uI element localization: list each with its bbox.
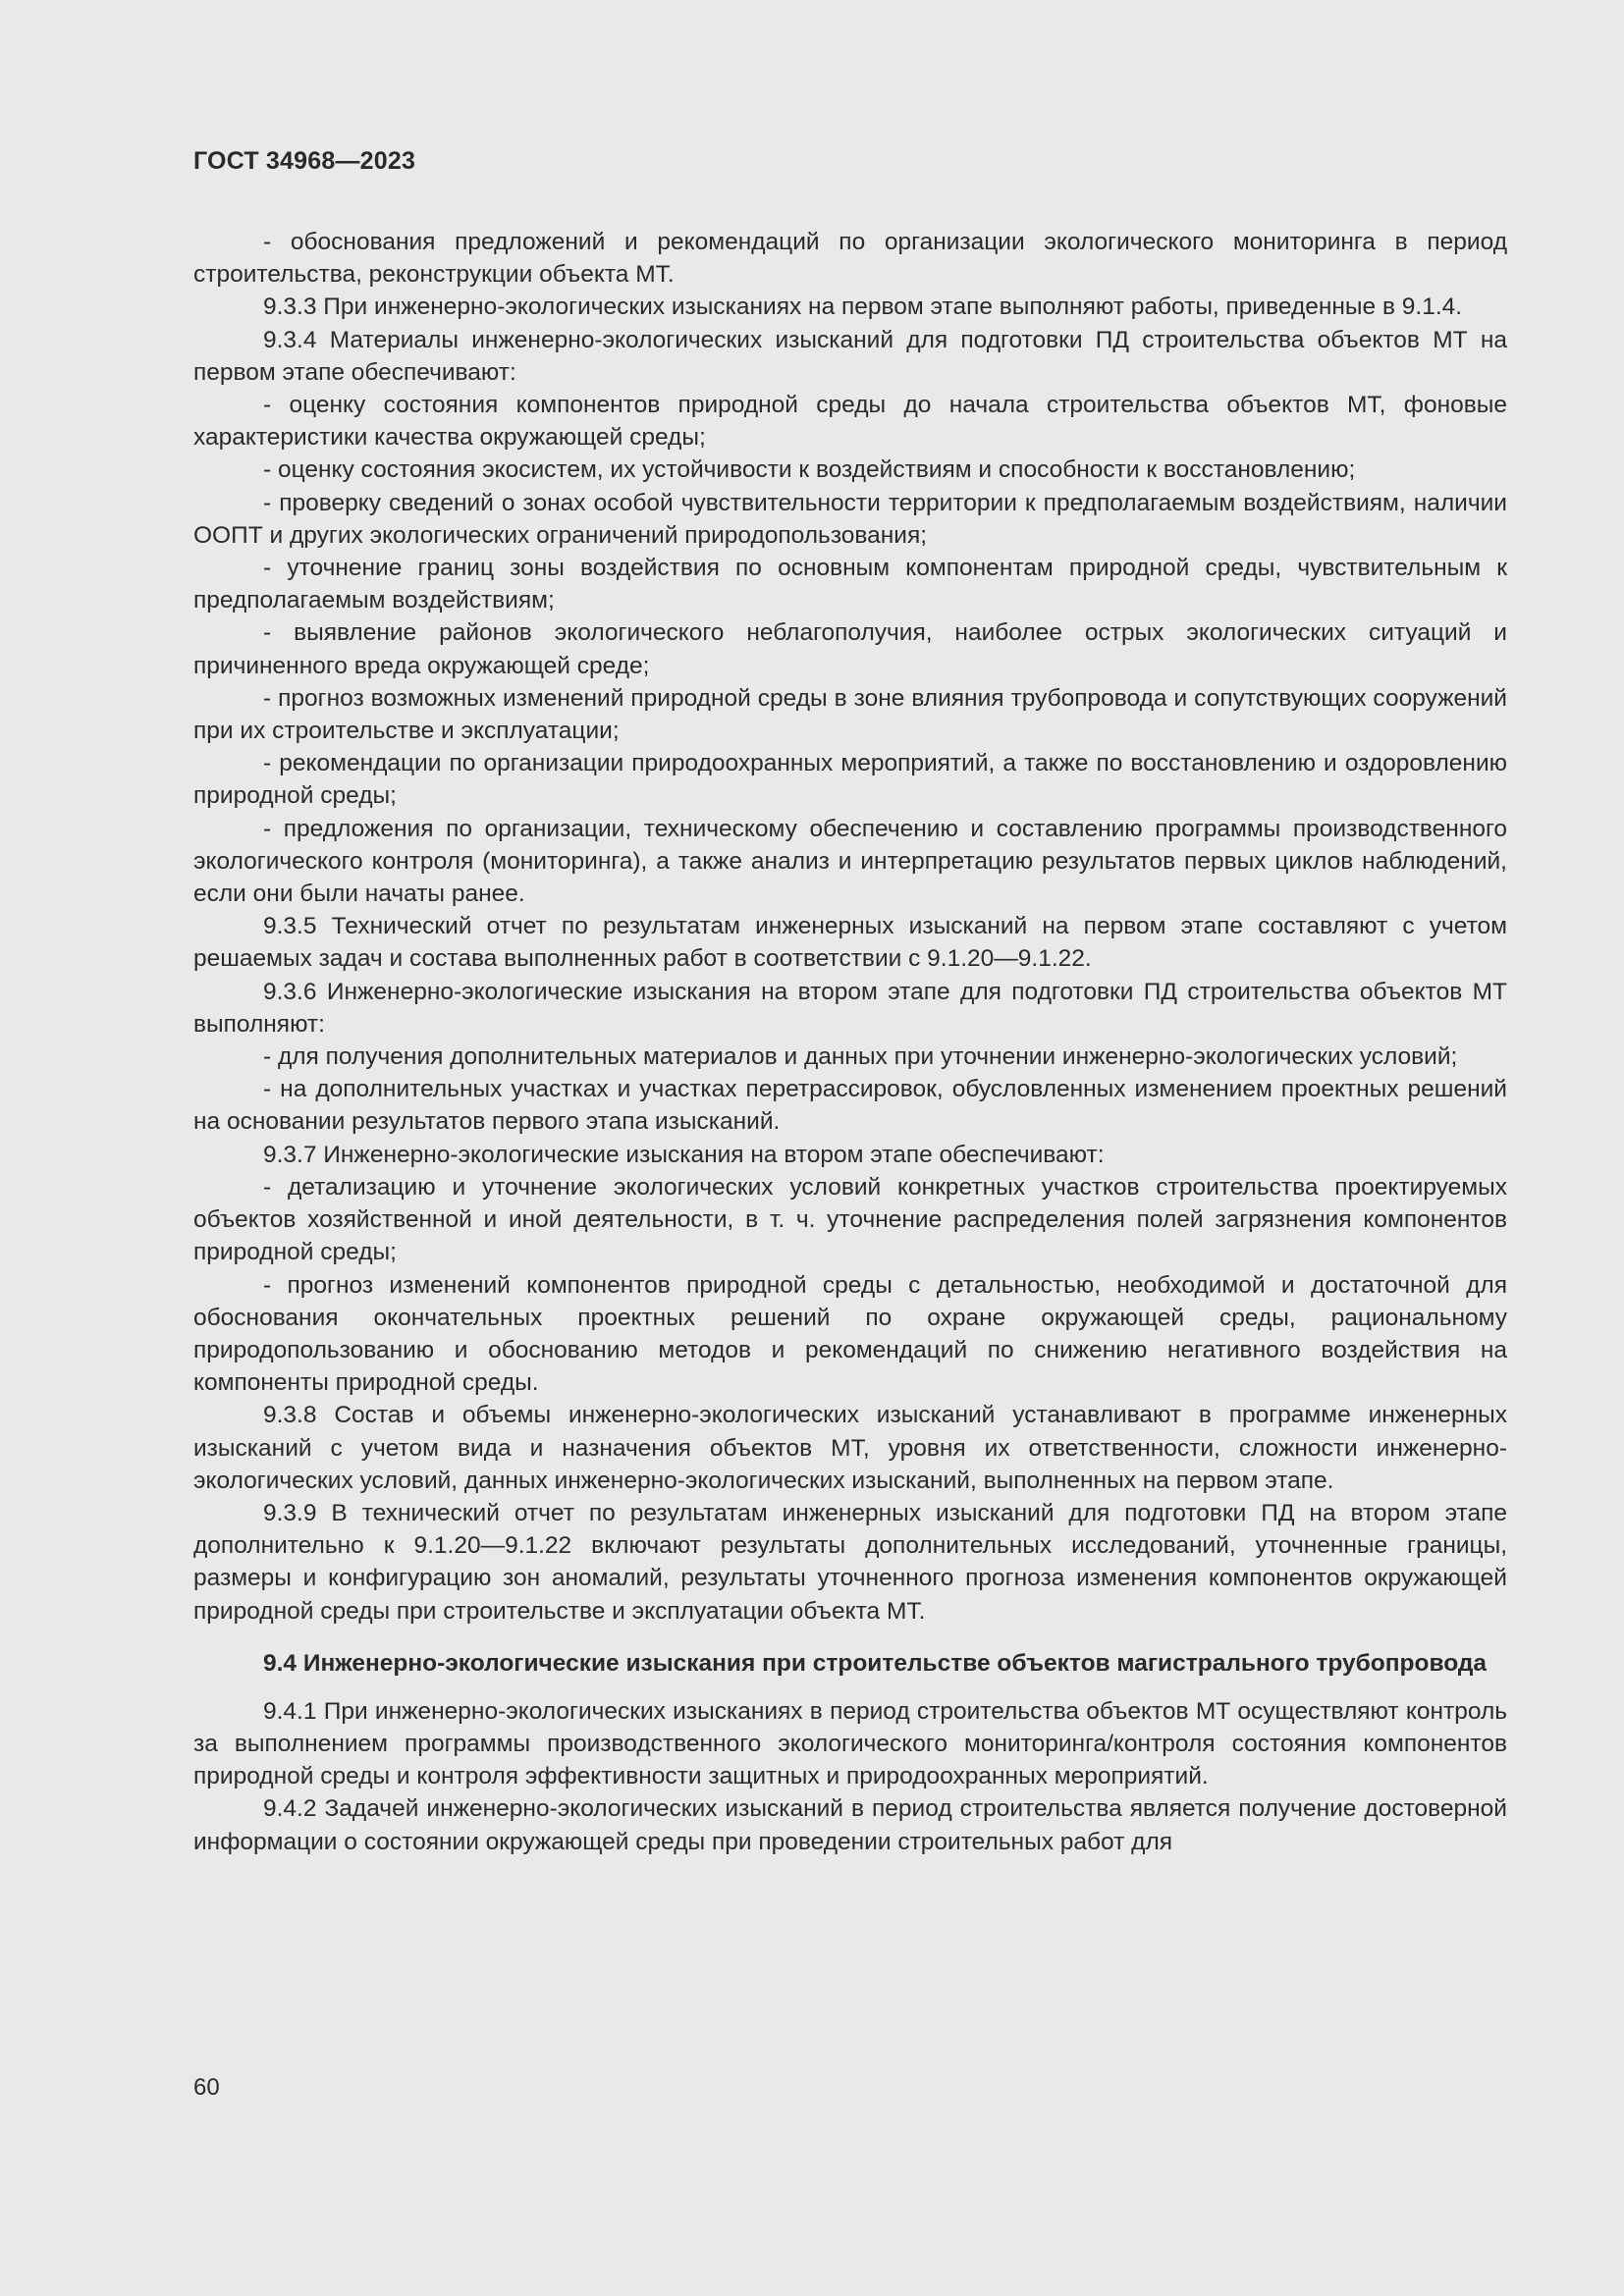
paragraph: 9.3.3 При инженерно-экологических изысканиях на первом этапе выполняют работы, приведенные в 9.1.4. <box>263 294 1463 321</box>
paragraph: - для получения дополнительных материалов и данных при уточнении инженерно-экологических условий; <box>263 1043 1458 1071</box>
paragraph: - оценку состояния компонентов природной среды до начала строительства объектов МТ, фоновые характеристики качества окружающей среды; <box>193 392 1507 452</box>
paragraph: 9.4.1 При инженерно-экологических изысканиях в период строительства объектов МТ осуществляют контроль за выполнением программы производственного экологического мониторинга/контроля состояния компонентов природной среды и контроля эффективности защитных и природоохранных мероприятий. <box>193 1697 1507 1790</box>
paragraph: 9.3.5 Технический отчет по результатам инженерных изысканий на первом этапе составляют с учетом решаемых задач и состава выполненных работ в соответствии с 9.1.20—9.1.22. <box>193 913 1507 973</box>
paragraph: - на дополнительных участках и участках перетрассировок, обусловленных изменением проектных решений на основании результатов первого этапа изысканий. <box>193 1076 1507 1136</box>
paragraph: - проверку сведений о зонах особой чувствительности территории к предполагаемым воздействиям, наличии ООПТ и других экологических ограничений природопользования; <box>193 489 1507 549</box>
paragraph: 9.4.2 Задачей инженерно-экологических изысканий в период строительства является получение достоверной информации о состоянии окружающей среды при проведении строительных работ для <box>193 1795 1507 1855</box>
paragraph: - обоснования предложений и рекомендаций по организации экологического мониторинга в период строительства, реконструкции объекта МТ. <box>193 229 1507 289</box>
paragraph: - выявление районов экологического неблагополучия, наиболее острых экологических ситуаций и причиненного вреда окружающей среде; <box>193 619 1507 679</box>
paragraph: - прогноз возможных изменений природной среды в зоне влияния трубопровода и сопутствующих сооружений при их строительстве и эксплуатации; <box>193 684 1507 745</box>
paragraph: 9.3.7 Инженерно-экологические изыскания на втором этапе обеспечивают: <box>263 1141 1105 1168</box>
paragraph: - оценку состояния экосистем, их устойчивости к воздействиям и способности к восстановлению; <box>263 456 1356 484</box>
paragraph: - уточнение границ зоны воздействия по основным компонентам природной среды, чувствительным к предполагаемым воздействиям; <box>193 555 1507 614</box>
paragraph: 9.3.9 В технический отчет по результатам инженерных изысканий для подготовки ПД на втором этапе дополнительно к 9.1.20—9.1.22 включают результаты дополнительных исследований, уточненные границы, размеры и конфигурацию зон аномалий, результаты уточненного прогноза изменения компонентов окружающей природной среды при строительстве и эксплуатации объекта МТ. <box>193 1499 1507 1625</box>
paragraph: - детализацию и уточнение экологических условий конкретных участков строительства проектируемых объектов хозяйственной и иной деятельности, в т. ч. уточнение распределения полей загрязнения компонентов природной среды; <box>193 1173 1507 1266</box>
paragraph: 9.3.6 Инженерно-экологические изыскания на втором этапе для подготовки ПД строительства объектов МТ выполняют: <box>193 978 1507 1038</box>
section-heading: 9.4 Инженерно-экологические изыскания при строительстве объектов магистрального трубопровода <box>263 1649 1488 1677</box>
paragraph: 9.3.8 Состав и объемы инженерно-экологических изысканий устанавливают в программе инженерных изысканий с учетом вида и назначения объектов МТ, уровня их ответственности, сложности инженерно-экологических условий, данных инженерно-экологических изысканий, выполненных на первом этапе. <box>193 1402 1507 1494</box>
page-number: 60 <box>193 2074 220 2101</box>
paragraph: 9.3.4 Материалы инженерно-экологических изысканий для подготовки ПД строительства объектов МТ на первом этапе обеспечивают: <box>193 326 1507 386</box>
paragraph: - рекомендации по организации природоохранных мероприятий, а также по восстановлению и оздоровлению природной среды; <box>193 750 1507 810</box>
paragraph: - прогноз изменений компонентов природной среды с детальностью, необходимой и достаточной для обоснования окончательных проектных решений по охране окружающей среды, рациональному природопользованию и обоснованию методов и рекомендаций по снижению негативного воздействия на компоненты природной среды. <box>193 1271 1507 1397</box>
paragraph: - предложения по организации, техническому обеспечению и составлению программы производственного экологического контроля (мониторинга), а также анализ и интерпретацию результатов первых циклов наблюдений, если они были начаты ранее. <box>193 815 1507 908</box>
document-body <box>193 226 1507 1858</box>
document-header: ГОСТ 34968—2023 <box>193 147 416 175</box>
